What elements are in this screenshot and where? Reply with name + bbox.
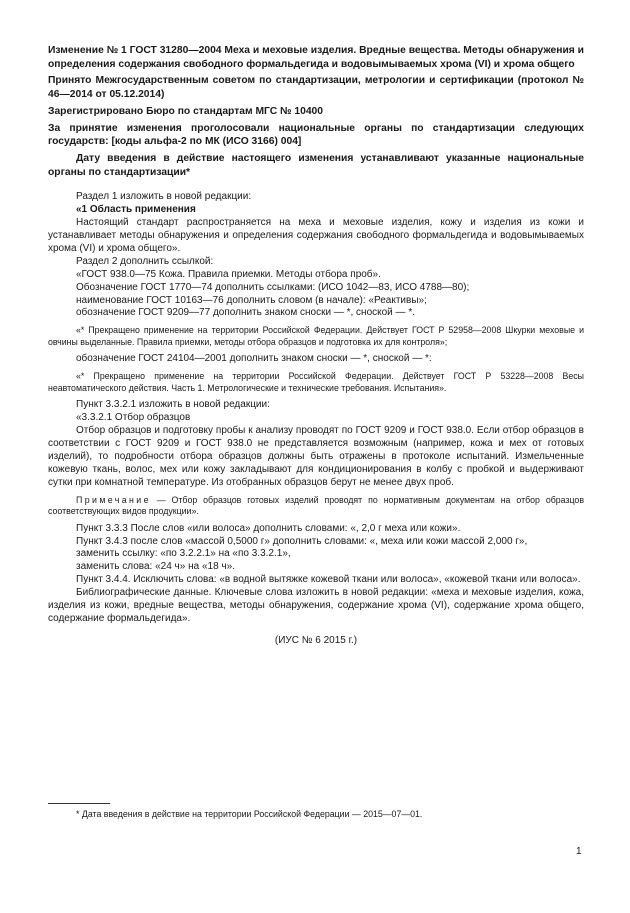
body-paragraph: Пункт 3.3.2.1 изложить в новой редакции:	[76, 399, 270, 411]
body-paragraph: Библиографические данные. Ключевые слова изложить в новой редакции: «меха и меховые изделия, кожа, изделия из кожи, вредные вещества, методы обнаружения, содержание хрома (VI), содержание хрома общего, содержание формальдегида».	[48, 587, 584, 624]
body-paragraph: «ГОСТ 938.0—75 Кожа. Правила приемки. Методы отбора проб».	[76, 268, 381, 280]
inline-note: «* Прекращено применение на территории Российской Федерации. Действует ГОСТ Р 52958—2008 Шкурки меховые и овчины выделанные. Правила приемки, методы отбора образцов и подготовка их для контроля»;	[48, 325, 584, 347]
body-paragraph: Пункт 3.4.3 после слов «массой 0,5000 г» дополнить словами: «, меха или кожи массой 2,000 г»,	[76, 535, 528, 547]
body-paragraph: наименование ГОСТ 10163—76 дополнить словом (в начале): «Реактивы»;	[76, 294, 427, 306]
footnote-divider	[48, 803, 110, 804]
inline-note: «* Прекращено применение на территории Российской Федерации. Действует ГОСТ Р 53228—2008 Весы неавтоматического действия. Часть 1. Метрологические и технические требования. Испытания».	[48, 371, 584, 393]
page-number: 1	[576, 846, 582, 857]
amendment-title: Изменение № 1 ГОСТ 31280—2004 Меха и меховые изделия. Вредные вещества. Методы обнаружения и определения содержания свободного формальдегида и водовымываемых хрома (VI) и хрома общего	[48, 45, 584, 70]
adoption-info: Принято Межгосударственным советом по стандартизации, метрологии и сертификации (протокол № 46—2014 от 05.12.2014)	[48, 75, 584, 101]
body-paragraph: Пункт 3.3.3 После слов «или волоса» дополнить словами: «, 2,0 г меха или кожи».	[76, 522, 461, 534]
body-paragraph: «3.3.2.1 Отбор образцов	[76, 412, 191, 424]
footnote: * Дата введения в действие на территории Российской Федерации — 2015—07—01.	[76, 809, 423, 819]
effective-date-info: Дату введения в действие настоящего изменения устанавливают указанные национальные органы по стандартизации*	[48, 152, 584, 178]
body-paragraph: Пункт 3.4.4. Исключить слова: «в водной вытяжке кожевой ткани или волоса», «кожевой ткани или волоса».	[76, 574, 581, 586]
note-text: — Отбор образцов готовых изделий проводят по нормативным документам на отбор образцов соответствующих видов продукции».	[48, 494, 584, 517]
body-paragraph: заменить слова: «24 ч» на «18 ч».	[76, 561, 235, 573]
body-paragraph: обозначение ГОСТ 9209—77 дополнить знаком сноски — *, сноской — *.	[76, 307, 415, 319]
document-page	[48, 44, 584, 648]
body-paragraph: Настоящий стандарт распространяется на меха и меховые изделия, кожу и изделия из кожи и устанавливает методы обнаружения и определения содержания свободного формальдегида и водовымываемых хрома (VI) и хрома общего».	[48, 217, 584, 254]
body-paragraph: обозначение ГОСТ 24104—2001 дополнить знаком сноски — *, сноской — *:	[76, 353, 432, 365]
section-heading: «1 Область применения	[76, 204, 196, 216]
registration-info: Зарегистрировано Бюро по стандартам МГС № 10400	[48, 105, 324, 117]
body-paragraph: Обозначение ГОСТ 1770—74 дополнить ссылками: (ИСО 1042—83, ИСО 4788—80);	[76, 281, 470, 293]
body-paragraph: Раздел 2 дополнить ссылкой:	[76, 255, 214, 267]
body-paragraph: Отбор образцов и подготовку пробы к анализу проводят по ГОСТ 9209 и ГОСТ 938.0. Если отбор образцов в соответствии с ГОСТ 9209 и ГОСТ 938.0 не представляется возможным (например, кожа и мех от готовых изделий), то подробности отбора образцов должны быть отражены в протоколе испытаний. Измельченные кожевую ткань, волос, мех или кожу закладывают для кондиционирования в колбу с пробкой и выдерживают сутки при комнатной температуре. Из отобранных образцов берут не менее двух проб.	[48, 425, 584, 488]
inline-note	[48, 495, 584, 518]
voting-info: За принятие изменения проголосовали национальные органы по стандартизации следующих государств: [коды альфа-2 по МК (ИСО 3166) 004]	[48, 122, 584, 148]
body-paragraph: заменить ссылку: «по 3.2.2.1» на «по 3.3.2.1»,	[76, 548, 291, 560]
note-label: Примечание	[76, 494, 151, 505]
source-reference: (ИУС № 6 2015 г.)	[274, 634, 358, 646]
body-paragraph: Раздел 1 изложить в новой редакции:	[76, 191, 252, 203]
